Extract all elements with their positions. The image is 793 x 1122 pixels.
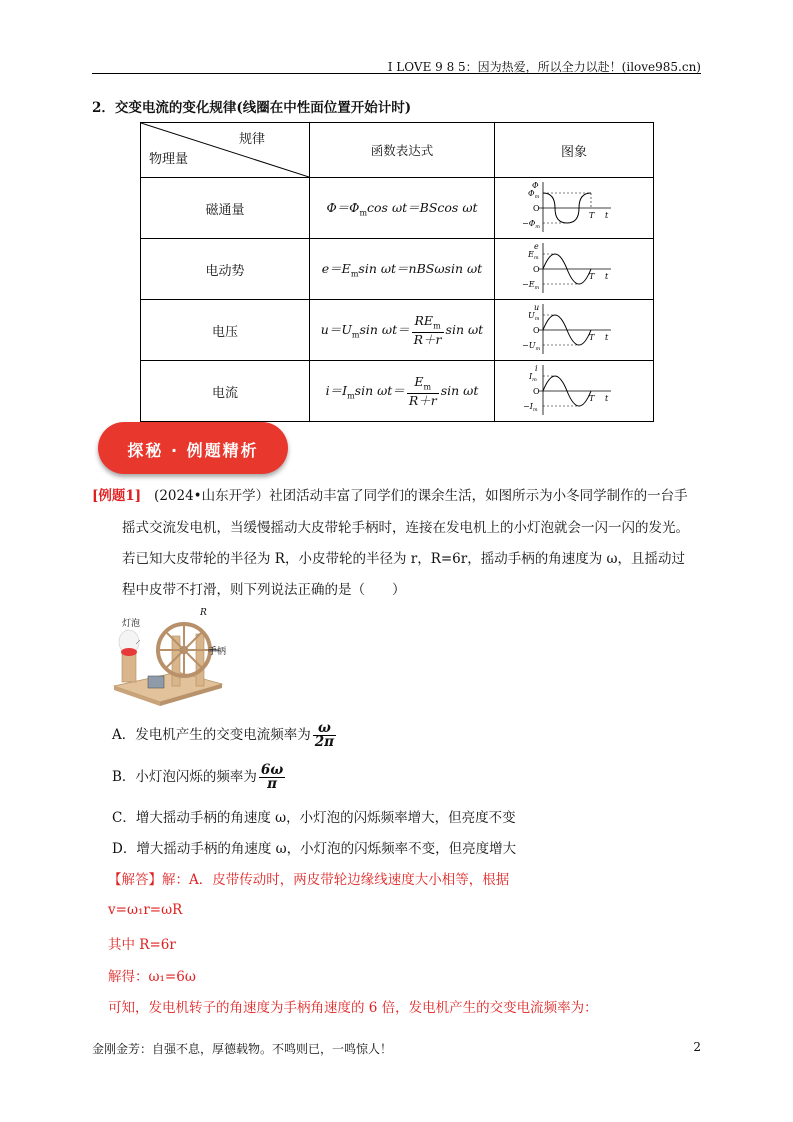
example-text-1: (2024•山东开学）社团活动丰富了同学们的课余生活，如图所示为小冬同学制作的一台手 xyxy=(154,488,688,504)
svg-text:O: O xyxy=(533,265,540,274)
voltage-sin-graph xyxy=(519,300,629,356)
svg-text:T: T xyxy=(589,394,595,403)
example-line-2: 摇式交流发电机，当缓慢摇动大皮带轮手柄时，连接在发电机上的小灯泡就会一闪一闪的发光。 xyxy=(122,520,689,536)
svg-text:O: O xyxy=(533,387,540,396)
svg-text:−Em: $-E_m$ xyxy=(522,280,540,291)
answer-line-2: v=ω₁r=ωR xyxy=(108,902,183,918)
svg-text:T: T xyxy=(589,272,595,281)
svg-text:−Um: $-U_m$ xyxy=(522,341,541,352)
svg-text:t: t xyxy=(605,333,609,342)
formula-current: $i=I_m\sin$ ωt＝ $\frac{E_m}{R+r}$ sin ωt xyxy=(310,361,495,422)
option-b xyxy=(112,764,287,791)
svg-text:Im: $I_m$ xyxy=(529,372,537,383)
svg-text:Φm: $\Phi_m$ xyxy=(528,189,540,200)
svg-text:Em: $E_m$ xyxy=(528,250,539,261)
svg-text:O: O xyxy=(533,204,540,213)
option-a xyxy=(112,722,338,749)
svg-text:t: t xyxy=(605,394,609,403)
option-b-fraction xyxy=(259,764,285,791)
answer-line-3: 其中 R=6r xyxy=(108,937,176,953)
page-header: I LOVE 9 8 5：因为热爱，所以全力以赴！(ilove985.cn) xyxy=(387,60,701,74)
option-a-numerator: ω xyxy=(313,722,336,736)
flux-cos-graph xyxy=(519,178,629,234)
option-b-text: B．小灯泡闪烁的频率为 xyxy=(112,769,257,785)
current-sin-graph xyxy=(519,361,629,417)
example-line-1 xyxy=(92,486,688,506)
graph-voltage xyxy=(495,300,654,361)
option-a-text: A．发电机产生的交变电流频率为 xyxy=(112,727,311,743)
example-tag: [例题1] xyxy=(92,488,142,504)
svg-text:t: t xyxy=(605,211,609,220)
footer-motto: 金刚金芳：自强不息，厚德载物。不鸣则已，一鸣惊人！ xyxy=(92,1042,393,1056)
emf-sin-graph xyxy=(519,239,629,295)
option-a-fraction xyxy=(313,722,336,749)
svg-text:O: O xyxy=(533,326,540,335)
diagonal-header-cell xyxy=(141,123,310,178)
header-divider xyxy=(92,73,701,74)
option-b-numerator: 6ω xyxy=(260,762,284,778)
svg-text:u: u xyxy=(534,303,540,312)
svg-text:Um: $U_m$ xyxy=(528,311,540,322)
answer-line-1: 【解答】解：A．皮带传动时，两皮带轮边缘线速度大小相等，根据 xyxy=(108,872,510,888)
formula-flux: $\Phi=\Phi_m\cos$ ωt＝BScos ωt xyxy=(310,178,495,239)
graph-emf xyxy=(495,239,654,300)
row-label-flux: 磁通量 xyxy=(141,178,310,239)
svg-text:e: e xyxy=(534,242,539,251)
table-row xyxy=(141,361,654,422)
option-a-denominator: 2π xyxy=(314,734,335,750)
option-c: C．增大摇动手柄的角速度 ω，小灯泡的闪烁频率增大，但亮度不变 xyxy=(112,810,516,826)
svg-text:−Φm: $-\Phi_m$ xyxy=(522,219,541,230)
handle-label: 手柄 xyxy=(208,647,227,657)
header-formula: 函数表达式 xyxy=(310,123,495,178)
section-banner xyxy=(98,422,288,474)
table-row xyxy=(141,178,654,239)
option-d: D．增大摇动手柄的角速度 ω，小灯泡的闪烁频率不变，但亮度增大 xyxy=(112,841,517,857)
table-row xyxy=(141,300,654,361)
table-header-row xyxy=(141,123,654,178)
answer-line-5: 可知，发电机转子的角速度为手柄角速度的 6 倍，发电机产生的交变电流频率为： xyxy=(108,1000,598,1016)
table-row xyxy=(141,239,654,300)
bulb-label: 灯泡 xyxy=(122,619,141,629)
row-label-voltage: 电压 xyxy=(141,300,310,361)
option-b-denominator: π xyxy=(267,776,277,792)
row-label-emf: 电动势 xyxy=(141,239,310,300)
banner-text: 探秘 · 例题精析 xyxy=(127,441,259,460)
formula-voltage: $u=U_m\sin$ ωt＝ $\frac{RE_m}{R+r}$ sin ωt xyxy=(310,300,495,361)
example-line-4: 程中皮带不打滑，则下列说法正确的是（ ） xyxy=(122,582,406,598)
answer-line-4: 解得：ω₁=6ω xyxy=(108,969,196,985)
section-title: 2．交变电流的变化规律(线圈在中性面位置开始计时) xyxy=(92,100,412,116)
formula-table xyxy=(140,122,654,422)
page-number: 2 xyxy=(693,1040,701,1054)
row-label-current: 电流 xyxy=(141,361,310,422)
svg-text:Φ: Φ xyxy=(532,181,539,190)
graph-flux xyxy=(495,178,654,239)
svg-text:i: i xyxy=(535,364,538,373)
svg-text:t: t xyxy=(605,272,609,281)
svg-text:−Im: $-I_m$ xyxy=(523,402,538,413)
header-quantity: 物理量 xyxy=(149,152,189,167)
example-line-3: 若已知大皮带轮的半径为 R，小皮带轮的半径为 r，R=6r，摇动手柄的角速度为 ω，且摇动过 xyxy=(122,551,686,567)
formula-emf: $e=E_m\sin$ ωt＝nBSωsin ωt xyxy=(310,239,495,300)
svg-text:T: T xyxy=(589,333,595,342)
radius-label: R xyxy=(200,608,207,618)
generator-figure xyxy=(108,608,228,708)
header-graph: 图象 xyxy=(495,123,654,178)
svg-text:T: T xyxy=(589,211,595,220)
header-law: 规律 xyxy=(238,132,265,147)
graph-current xyxy=(495,361,654,422)
